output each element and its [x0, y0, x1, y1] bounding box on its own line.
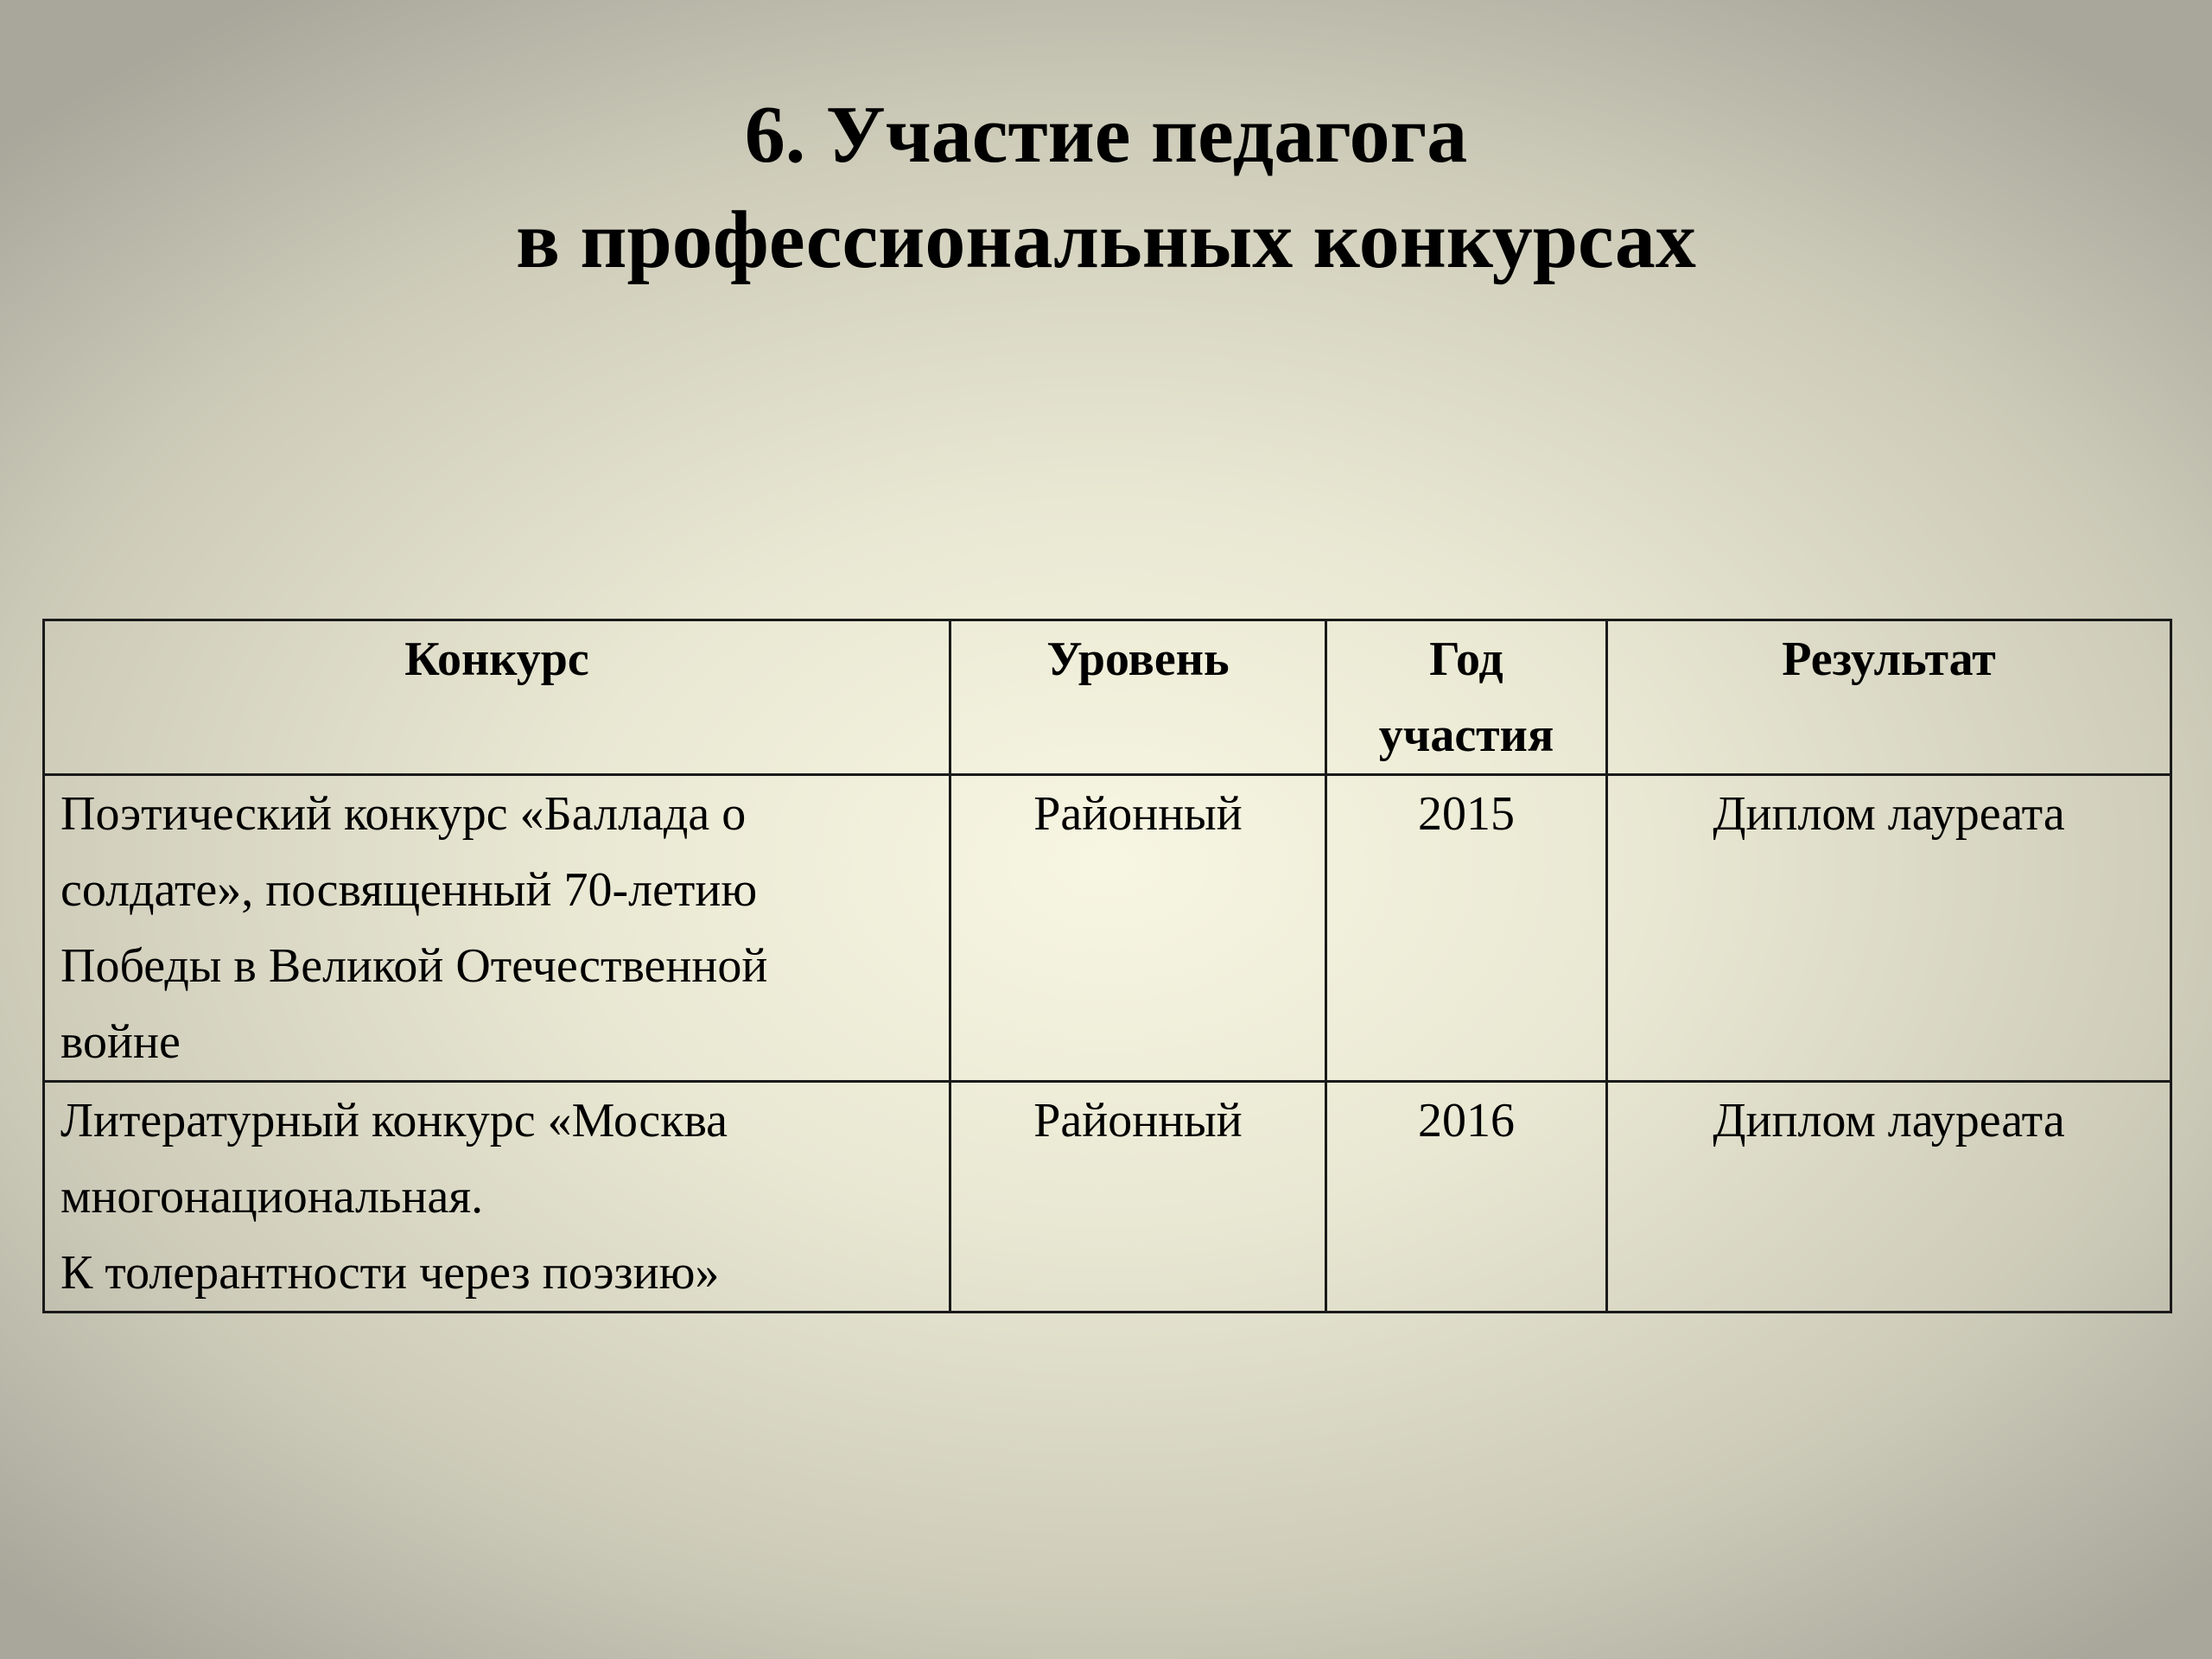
- cell-result: Диплом лауреата: [1607, 1082, 2171, 1313]
- header-level: Уровень: [950, 620, 1326, 775]
- header-year-line-1: Год: [1429, 632, 1503, 686]
- contests-table: [42, 619, 2172, 1313]
- cell-result: Диплом лауреата: [1607, 775, 2171, 1082]
- cell-year: 2016: [1326, 1082, 1607, 1313]
- header-contest: Конкурс: [44, 620, 950, 775]
- cell-contest: Поэтический конкурс «Баллада о солдате», посвященный 70-летию Победы в Великой Отечественной войне: [44, 775, 950, 1082]
- cell-level: Районный: [950, 1082, 1326, 1313]
- table-row: [44, 775, 2171, 1082]
- title-line-1: 6. Участие педагога: [744, 90, 1468, 180]
- title-line-2: в профессиональных конкурсах: [516, 195, 1696, 285]
- slide-title: [0, 82, 2212, 293]
- header-year-line-2: участия: [1378, 709, 1554, 762]
- cell-contest: Литературный конкурс «Москва многонациональная. К толерантности через поэзию»: [44, 1082, 950, 1313]
- header-year: [1326, 620, 1607, 775]
- table-header-row: [44, 620, 2171, 775]
- header-result: Результат: [1607, 620, 2171, 775]
- table-row: [44, 1082, 2171, 1313]
- cell-year: 2015: [1326, 775, 1607, 1082]
- cell-level: Районный: [950, 775, 1326, 1082]
